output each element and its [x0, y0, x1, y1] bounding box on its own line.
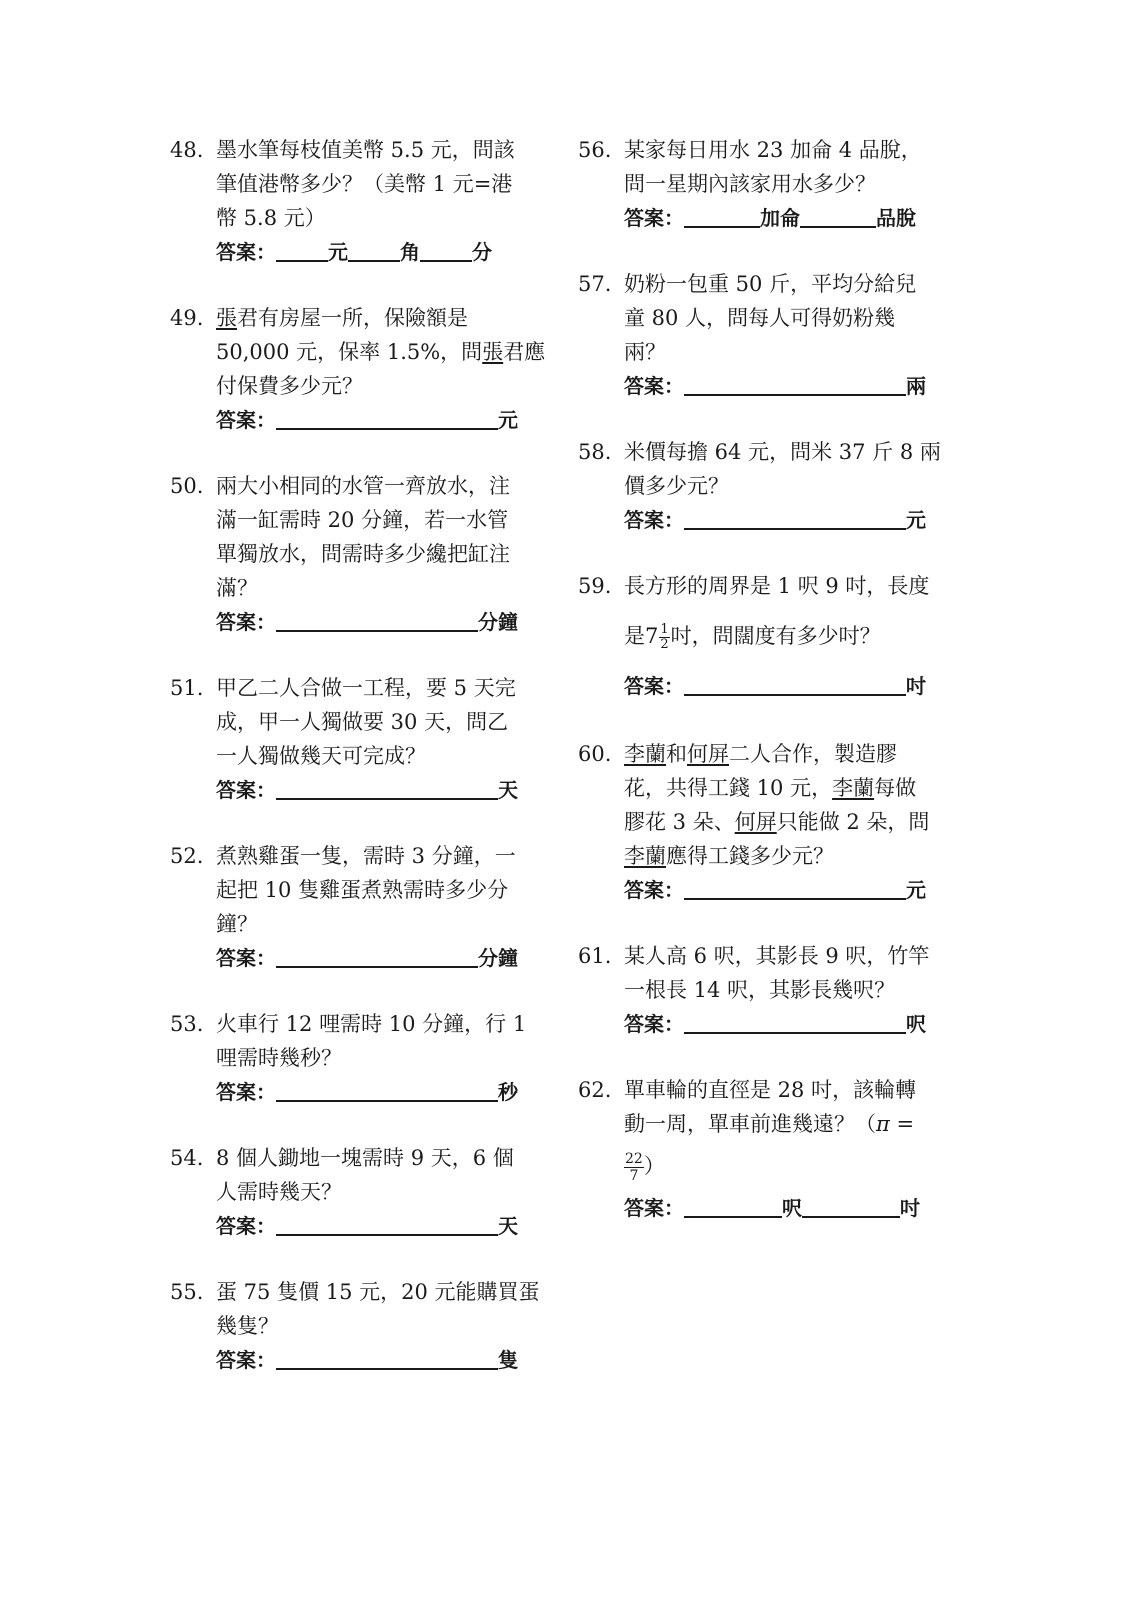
answer-blank[interactable] — [684, 1192, 782, 1218]
question-number: 49. — [170, 306, 204, 330]
answer-label: 答案： — [216, 778, 276, 802]
answer-row — [216, 605, 538, 639]
question-60 — [578, 737, 958, 907]
answer-blank[interactable] — [684, 670, 906, 696]
question-text: 某人高 6 呎，其影長 9 呎，竹竿 — [624, 944, 930, 968]
question-text: 問一星期內該家用水多少？ — [624, 172, 876, 196]
question-text: 價多少元？ — [624, 474, 729, 498]
answer-row — [216, 1343, 538, 1377]
question-number: 57. — [578, 272, 612, 296]
question-text: 奶粉一包重 50 斤，平均分給兒 — [624, 272, 917, 296]
question-number: 54. — [170, 1146, 204, 1170]
answer-label: 答案： — [624, 374, 684, 398]
answer-blank[interactable] — [684, 202, 760, 228]
question-59 — [578, 569, 958, 703]
question-51 — [170, 671, 550, 807]
question-text: 一根長 14 呎，其影長幾呎？ — [624, 978, 896, 1002]
answer-blank[interactable] — [802, 1192, 900, 1218]
text-span: 50,000 元，保率 1.5%，問 — [216, 340, 483, 364]
question-text: 火車行 12 哩需時 10 分鐘，行 1 — [216, 1012, 527, 1036]
fraction-denominator: 7 — [629, 1168, 639, 1184]
question-text: 付保費多少元？ — [216, 374, 363, 398]
answer-blank[interactable] — [420, 236, 472, 262]
question-text: 墨水筆每枝值美幣 5.5 元，問該 — [216, 138, 515, 162]
answer-row — [624, 1191, 946, 1225]
question-text: 鐘？ — [216, 912, 258, 936]
text-span: 只能做 2 朵，問 — [776, 810, 930, 834]
question-text: 童 80 人，問每人可得奶粉幾 — [624, 306, 896, 330]
proper-name: 何屏 — [734, 810, 777, 834]
answer-row — [216, 941, 538, 975]
text-span: ） — [643, 1154, 665, 1178]
answer-unit: 天 — [498, 778, 518, 802]
text-span: 二人合作，製造膠 — [729, 742, 897, 766]
answer-blank[interactable] — [276, 404, 498, 430]
answer-blank[interactable] — [276, 1210, 498, 1236]
question-text — [624, 1107, 946, 1141]
question-54 — [170, 1141, 550, 1243]
question-number: 52. — [170, 844, 204, 868]
answer-unit: 加侖 — [760, 206, 800, 230]
proper-name: 何屏 — [687, 742, 729, 766]
text-span: 君應 — [503, 340, 546, 364]
question-text: 兩？ — [624, 340, 666, 364]
question-text — [216, 301, 538, 335]
answer-label: 答案： — [216, 408, 276, 432]
question-text: 單車輪的直徑是 28 吋，該輪轉 — [624, 1078, 917, 1102]
text-span: 吋，問闊度有多少吋？ — [670, 624, 881, 648]
question-text: 長方形的周界是 1 呎 9 吋，長度 — [624, 574, 930, 598]
question-text: 米價每擔 64 元，問米 37 斤 8 兩 — [624, 440, 941, 464]
answer-label: 答案： — [216, 1348, 276, 1372]
answer-unit: 分鐘 — [478, 946, 518, 970]
answer-label: 答案： — [624, 508, 684, 532]
text-span: 花，共得工錢 10 元， — [624, 776, 833, 800]
text-span: 應得工錢多少元？ — [666, 844, 834, 868]
question-text: 滿一缸需時 20 分鐘，若一水管 — [216, 508, 509, 532]
answer-blank[interactable] — [276, 606, 478, 632]
answer-unit: 呎 — [782, 1196, 802, 1220]
answer-unit: 吋 — [906, 674, 926, 698]
question-number: 51. — [170, 676, 204, 700]
text-span: 君有房屋一所，保險額是 — [237, 306, 468, 330]
question-text: 一人獨做幾天可完成？ — [216, 744, 426, 768]
answer-unit: 元 — [328, 240, 348, 264]
question-number: 48. — [170, 138, 204, 162]
question-text: 人需時幾天？ — [216, 1180, 342, 1204]
answer-label: 答案： — [216, 1214, 276, 1238]
question-text — [624, 1141, 946, 1191]
question-text: 幾隻？ — [216, 1314, 279, 1338]
question-text: 幣 5.8 元） — [216, 206, 326, 230]
question-text: 煮熟雞蛋一隻，需時 3 分鐘，一 — [216, 844, 516, 868]
fraction — [624, 1151, 644, 1184]
question-text: 兩大小相同的水管一齊放水，注 — [216, 474, 510, 498]
question-text: 筆值港幣多少？（美幣 1 元=港 — [216, 172, 513, 196]
answer-unit: 秒 — [498, 1080, 518, 1104]
question-number: 62. — [578, 1078, 612, 1102]
answer-blank[interactable] — [800, 202, 876, 228]
question-62 — [578, 1073, 958, 1225]
question-53 — [170, 1007, 550, 1109]
answer-row — [216, 1209, 538, 1243]
question-number: 55. — [170, 1280, 204, 1304]
answer-row — [624, 369, 946, 403]
question-text: 起把 10 隻雞蛋煮熟需時多少分 — [216, 878, 509, 902]
question-56 — [578, 133, 958, 235]
answer-row — [624, 503, 946, 537]
question-48 — [170, 133, 550, 269]
question-text — [624, 805, 946, 839]
proper-name: 張 — [216, 306, 237, 330]
fraction-denominator: 2 — [660, 637, 669, 652]
answer-row — [216, 1075, 538, 1109]
question-55 — [170, 1275, 550, 1377]
question-text: 某家每日用水 23 加侖 4 品脫， — [624, 138, 922, 162]
answer-row — [216, 235, 538, 269]
question-text: 哩需時幾秒？ — [216, 1046, 342, 1070]
question-number: 53. — [170, 1012, 204, 1036]
pi-symbol: π — [876, 1112, 890, 1136]
answer-unit: 元 — [906, 508, 926, 532]
question-text: 蛋 75 隻價 15 元，20 元能購買蛋 — [216, 1280, 540, 1304]
proper-name: 張 — [482, 340, 504, 364]
answer-row — [216, 773, 538, 807]
answer-unit: 角 — [400, 240, 420, 264]
question-text: 成，甲一人獨做要 30 天，問乙 — [216, 710, 509, 734]
question-text: 滿？ — [216, 576, 258, 600]
answer-blank[interactable] — [276, 942, 478, 968]
answer-unit: 兩 — [906, 374, 926, 398]
proper-name: 李蘭 — [832, 776, 875, 800]
question-number: 61. — [578, 944, 612, 968]
answer-label: 答案： — [624, 1012, 684, 1036]
answer-label: 答案： — [216, 240, 276, 264]
text-span: 動一周，單車前進幾遠？（ — [624, 1112, 876, 1136]
question-text — [624, 737, 946, 771]
text-span: 膠花 3 朵、 — [624, 810, 735, 834]
fraction — [659, 623, 669, 652]
answer-row — [624, 669, 946, 703]
question-number: 58. — [578, 440, 612, 464]
question-text — [624, 839, 946, 873]
answer-blank[interactable] — [684, 504, 906, 530]
answer-row — [624, 201, 946, 235]
text-span: 每做 — [874, 776, 917, 800]
question-52 — [170, 839, 550, 975]
question-58 — [578, 435, 958, 537]
answer-row — [216, 403, 538, 437]
answer-unit: 品脫 — [876, 206, 916, 230]
answer-unit: 呎 — [906, 1012, 926, 1036]
question-text — [624, 603, 946, 669]
question-text — [216, 335, 546, 369]
text-span: 和 — [666, 742, 687, 766]
answer-blank[interactable] — [276, 1076, 498, 1102]
answer-unit: 吋 — [900, 1196, 920, 1220]
answer-unit: 分鐘 — [478, 610, 518, 634]
answer-row — [624, 873, 946, 907]
question-49 — [170, 301, 550, 437]
proper-name: 李蘭 — [624, 844, 666, 868]
question-text: 甲乙二人合做一工程，要 5 天完 — [216, 676, 516, 700]
fraction-numerator: 1 — [660, 622, 669, 637]
answer-unit: 天 — [498, 1214, 518, 1238]
answer-label: 答案： — [216, 946, 276, 970]
answer-blank[interactable] — [348, 236, 400, 262]
question-text: 單獨放水，問需時多少纔把缸注 — [216, 542, 510, 566]
text-span: 是7 — [624, 624, 659, 648]
question-text: 8 個人鋤地一塊需時 9 天，6 個 — [216, 1146, 514, 1170]
answer-unit: 元 — [498, 408, 518, 432]
answer-blank[interactable] — [276, 236, 328, 262]
answer-row — [624, 1007, 946, 1041]
answer-blank[interactable] — [684, 1008, 906, 1034]
fraction-numerator: 22 — [625, 1151, 643, 1167]
answer-unit: 分 — [472, 240, 492, 264]
answer-unit: 元 — [906, 878, 926, 902]
question-number: 50. — [170, 474, 204, 498]
answer-blank[interactable] — [276, 1344, 498, 1370]
question-number: 56. — [578, 138, 612, 162]
question-61 — [578, 939, 958, 1041]
proper-name: 李蘭 — [624, 742, 666, 766]
answer-blank[interactable] — [276, 774, 498, 800]
answer-label: 答案： — [216, 1080, 276, 1104]
answer-label: 答案： — [624, 674, 684, 698]
answer-label: 答案： — [624, 1196, 684, 1220]
answer-label: 答案： — [216, 610, 276, 634]
answer-blank[interactable] — [684, 874, 906, 900]
question-57 — [578, 267, 958, 403]
text-span: = — [889, 1112, 915, 1136]
answer-label: 答案： — [624, 206, 684, 230]
question-number: 60. — [578, 742, 612, 766]
answer-label: 答案： — [624, 878, 684, 902]
question-50 — [170, 469, 550, 639]
answer-blank[interactable] — [684, 370, 906, 396]
question-number: 59. — [578, 574, 612, 598]
question-text — [624, 771, 946, 805]
answer-unit: 隻 — [498, 1348, 518, 1372]
